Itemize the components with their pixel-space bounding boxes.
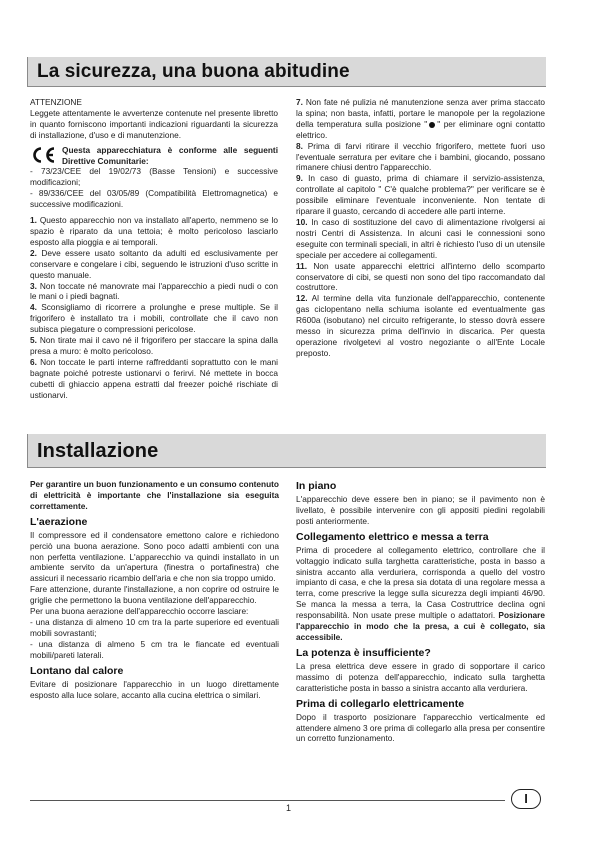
- calore-text: Evitare di posizionare l'apparecchio in un luogo direttamente esposto alla luce solare, accanto alla cucina elettrica o similari.: [30, 678, 279, 700]
- aerazione-paragraph: Per una buona aerazione dell'apparecchio occorre lasciare:: [30, 606, 249, 617]
- section-title-safety: La sicurezza, una buona abitudine: [37, 61, 350, 82]
- heading-in-piano: In piano: [296, 480, 337, 492]
- section-title-bar-safety: [27, 57, 546, 87]
- aerazione-paragraph: Il compressore ed il condensatore emettono calore e richiedono perciò una buona aerazione. Sono poco adatti ambienti con una non perfetta ventilazione. L'apparecchio va quindi installato in un ambiente servito da un'apertura (finestra o portafinestra) che assicuri il necessario ricambio dell'aria e che non sia troppo umido.: [30, 529, 279, 584]
- piano-text: L'apparecchio deve essere ben in piano; se il pavimento non è livellato, è possibile intervenire con gli appositi piedini regolabili posti anteriormente.: [296, 494, 545, 526]
- installation-right-column: [296, 476, 545, 744]
- safety-item: 9. In caso di guasto, prima di chiamare il servizio-assistenza, controllate al capitolo " C'è qualche problema?" per verificare se è possibile eliminare l'eventuale inconveniente. Non tentate di riparare il guasto, cercando di accedere alle parti interne.: [296, 173, 545, 217]
- aerazione-paragraph: - una distanza di almeno 10 cm tra la parte superiore ed eventuali mobili sovrastanti;: [30, 616, 279, 638]
- potenza-text: La presa elettrica deve essere in grado di sopportare il carico massimo di potenza dell'apparecchio, indicato sulla targhetta caratteristiche posta in basso a sinistra accanto alla verduriera.: [296, 660, 545, 693]
- safety-right-column: [296, 97, 545, 359]
- safety-item: 8. Prima di farvi ritirare il vecchio frigorifero, mettete fuori uso l'eventuale serratura per evitare che i bambini, giocando, possano rimanere chiusi dentro l'apparecchio.: [296, 140, 545, 173]
- safety-item: 5. Non tirate mai il cavo né il frigorifero per staccare la spina dalla presa a muro: è molto pericoloso.: [30, 335, 278, 356]
- ce-declaration: [30, 145, 278, 167]
- ce-directive-1: - 73/23/CEE del 19/02/73 (Basse Tensioni) e successive modificazioni;: [30, 166, 278, 188]
- prima-text: Dopo il trasporto posizionare l'apparecchio verticalmente ed attendere almeno 3 ore prima di collegarlo alla presa per consentire un corretto funzionamento.: [296, 711, 545, 744]
- filled-dot-icon: [429, 122, 435, 128]
- heading-potenza: La potenza è insufficiente?: [296, 646, 431, 659]
- heading-prima-collegarlo: Prima di collegarlo elettricamente: [296, 697, 465, 710]
- heading-aerazione: L'aerazione: [30, 515, 88, 528]
- safety-item: 7. Non fate né pulizia né manutenzione senza aver prima staccato la spina; non basta, infatti, portare le manopole per la regolazione della temperatura sulla posizione " " per eliminare ogni contatto elettrico.: [296, 97, 545, 140]
- ce-directive-2: - 89/336/CEE del 03/05/89 (Compatibilità Elettromagnetica) e successive modificazioni.: [30, 188, 278, 210]
- aerazione-paragraph: - una distanza di almeno 5 cm tra le fiancate ed eventuali mobili/pareti laterali.: [30, 638, 279, 660]
- section-title-installation: Installazione: [37, 440, 159, 462]
- safety-item: 11. Non usate apparecchi elettrici all'interno dello scomparto conservatore di cibi, se questi non sono del tipo raccomandato dal costruttore.: [296, 260, 546, 293]
- safety-item: 3. Non toccate né manovrate mai l'apparecchio a piedi nudi o con le mani o i piedi bagnati.: [30, 280, 278, 302]
- aerazione-paragraph: Fare attenzione, durante l'installazione, a non coprire od ostruire le griglie che permettono la buona ventilazione dell'apparecchio.: [30, 584, 279, 606]
- heading-collegamento: Collegamento elettrico e messa a terra: [296, 530, 489, 543]
- language-badge: I: [511, 789, 541, 809]
- attention-heading: ATTENZIONE: [30, 97, 82, 107]
- safety-item: 1. Questo apparecchio non va installato all'aperto, nemmeno se lo spazio è riparato da una tettoia; è molto pericoloso lasciarlo esposto alla pioggia e ai temporali.: [30, 215, 279, 247]
- installation-left-column: [30, 479, 279, 700]
- safety-item: 10. In caso di sostituzione del cavo di alimentazione rivolgersi ai nostri Centri di Assistenza. In alcuni casi le connessioni sono eseguite con terminali speciali, in altri è richiesto l'uso di un utensile speciale per accedere ai collegamenti.: [296, 216, 545, 260]
- attention-text: Leggete attentamente le avvertenze contenute nel presente libretto in quanto forniscono importanti indicazioni riguardanti la sicurezza di installazione, d'uso e di manutenzione.: [30, 107, 278, 140]
- footer-rule: [30, 800, 505, 801]
- safety-item: 2. Deve essere usato soltanto da adulti ed esclusivamente per conservare e congelare i cibi, seguendo le istruzioni d'uso scritte in questo manuale.: [30, 247, 278, 280]
- page-number: 1: [286, 803, 292, 813]
- safety-item: 12. Al termine della vita funzionale dell'apparecchio, contenente gas ciclopentano nella schiuma isolante ed eventualmente gas R600a (isobutano) nel circuito refrigerante, lo stesso dovrà essere messo in sicurezza prima dell'invio in discarica. Per questa operazione rivolgetevi al vostro negoziante o all'Ente Locale preposto.: [296, 293, 545, 358]
- collegamento-text: Prima di procedere al collegamento elettrico, controllare che il voltaggio indicato sulla targhetta caratteristiche, posta in basso a sinistra accanto alla verduriera, corrisponda a quello del vostro impianto di casa, e che la presa sia dotata di una regolare messa a terra, come prescrive la legge sulla sicurezza degli impianti 46/90. Se manca la messa a terra, la Casa Costruttrice declina ogni responsabilità. Non usate prese multiple o adattatori. Posizionare l'apparecchio in modo che la presa, a cui è collegato, sia accessibile.: [296, 544, 545, 642]
- installation-intro: Per garantire un buon funzionamento e un consumo contenuto di elettricità è importante che l'installazione sia eseguita correttamente.: [30, 479, 279, 511]
- ce-mark-icon: [30, 146, 56, 164]
- heading-lontano-calore: Lontano dal calore: [30, 664, 124, 677]
- section-title-bar-installation: [27, 434, 546, 468]
- safety-left-column: [30, 97, 278, 400]
- ce-statement: Questa apparecchiatura è conforme alle seguenti Direttive Comunitarie:: [62, 144, 278, 166]
- safety-item: 6. Non toccate le parti interne raffreddanti soprattutto con le mani bagnate poiché potreste ustionarvi o ferirvi. Né mettete in bocca cubetti di ghiaccio appena estratti dal freezer poiché rischiate di ustionarvi.: [30, 356, 278, 400]
- safety-item: 4. Sconsigliamo di ricorrere a prolunghe e prese multiple. Se il frigorifero è installato tra i mobili, controllate che il cavo non subisca piegature o compressioni pericolose.: [30, 302, 278, 335]
